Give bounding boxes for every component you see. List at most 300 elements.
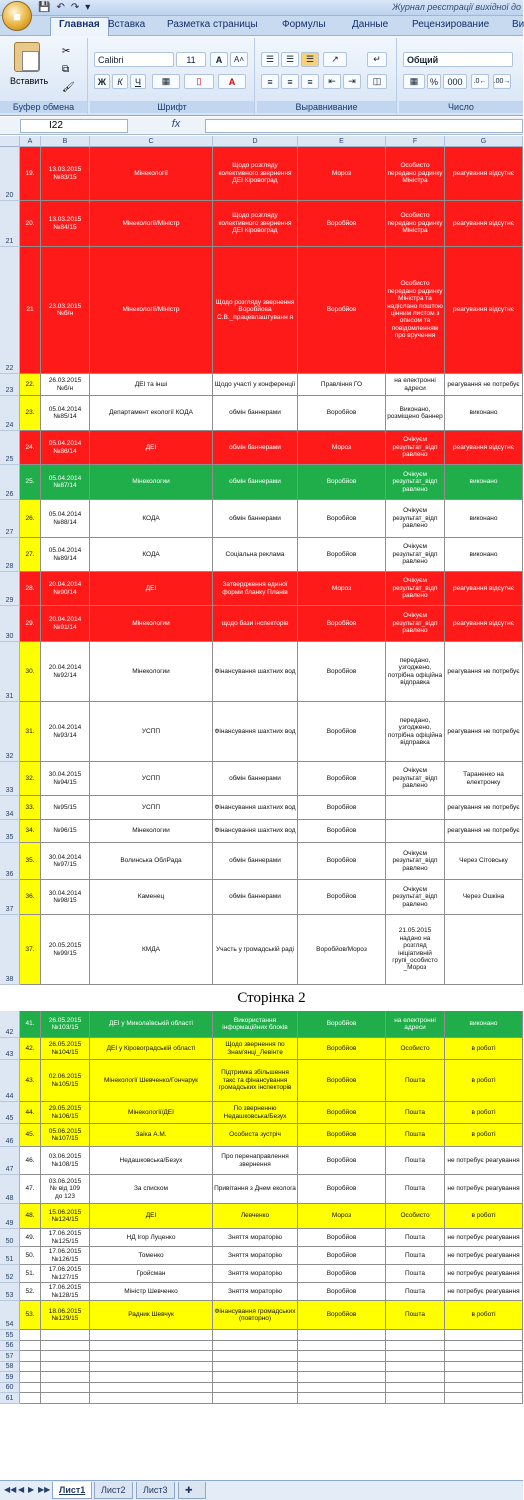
cell-c[interactable]: Томенко bbox=[90, 1247, 213, 1265]
align-top-button[interactable]: ☰ bbox=[261, 52, 279, 67]
column-header-f[interactable]: F bbox=[386, 136, 445, 147]
cell-b[interactable]: 26.05.2015 №104/15 bbox=[41, 1038, 90, 1060]
row-header[interactable]: 21 bbox=[0, 201, 20, 247]
cell-e[interactable]: Воробйов bbox=[298, 1147, 386, 1175]
cell-g[interactable]: реагування не потребує bbox=[445, 796, 523, 820]
cell-e[interactable]: Воробйов bbox=[298, 538, 386, 572]
grow-font-button[interactable]: A bbox=[210, 52, 228, 67]
cell-f[interactable]: Особисто bbox=[386, 1038, 445, 1060]
column-header-a[interactable]: A bbox=[20, 136, 41, 147]
cell-e[interactable]: Воробйов bbox=[298, 843, 386, 880]
cell-d[interactable]: Затвердження единої форми бланку Планів bbox=[213, 572, 298, 606]
empty-cell[interactable] bbox=[213, 1351, 298, 1362]
row-header[interactable]: 44 bbox=[0, 1060, 20, 1102]
cell-g[interactable]: реагування відсутнє bbox=[445, 431, 523, 465]
cell-c[interactable]: Мінекології/ДЕІ bbox=[90, 1102, 213, 1124]
cell-g[interactable]: виконано bbox=[445, 396, 523, 431]
empty-cell[interactable] bbox=[445, 1362, 523, 1373]
row-header[interactable]: 28 bbox=[0, 538, 20, 572]
customize-qat-icon[interactable]: ▾ bbox=[85, 2, 91, 13]
cell-d[interactable]: Соціальна реклама bbox=[213, 538, 298, 572]
cell-f[interactable]: Пошта bbox=[386, 1102, 445, 1124]
tab-data[interactable]: Данные bbox=[352, 19, 389, 30]
empty-cell[interactable] bbox=[445, 1330, 523, 1341]
empty-cell[interactable] bbox=[90, 1383, 213, 1394]
cell-g[interactable]: реагування не потребує bbox=[445, 642, 523, 702]
cell-f[interactable]: Пошта bbox=[386, 1301, 445, 1330]
formula-input[interactable] bbox=[205, 119, 523, 133]
cell-f[interactable]: передано, узгоджено, потрібна офіційна відправка bbox=[386, 702, 445, 762]
tab-formulas[interactable]: Формулы bbox=[282, 19, 326, 30]
cell-b[interactable]: 05.06.2015 №107/15 bbox=[41, 1124, 90, 1147]
office-button[interactable]: ■ bbox=[2, 1, 32, 31]
cell-f[interactable] bbox=[386, 796, 445, 820]
decrease-decimal-button[interactable]: .00→ bbox=[493, 74, 511, 89]
row-header[interactable]: 42 bbox=[0, 1011, 20, 1038]
cell-d[interactable]: Щодо участі у конференції bbox=[213, 374, 298, 396]
row-header[interactable]: 51 bbox=[0, 1247, 20, 1265]
cell-c[interactable]: Мінекологии bbox=[90, 465, 213, 500]
insert-function-button[interactable]: fx bbox=[171, 118, 181, 130]
empty-cell[interactable] bbox=[41, 1341, 90, 1352]
cell-f[interactable]: Очікуєм результат_відп равлено bbox=[386, 762, 445, 796]
cell-b[interactable]: 03.06.2015 № від 109 до 123 bbox=[41, 1175, 90, 1204]
cell-b[interactable]: 20.04.2014 №91/14 bbox=[41, 606, 90, 642]
cell-g[interactable]: в роботі bbox=[445, 1204, 523, 1229]
row-header[interactable]: 30 bbox=[0, 606, 20, 642]
cell-g[interactable]: в роботі bbox=[445, 1038, 523, 1060]
italic-button[interactable]: К bbox=[112, 74, 128, 89]
column-header-e[interactable]: E bbox=[298, 136, 386, 147]
number-format-select[interactable]: Общий bbox=[403, 52, 513, 67]
cell-c[interactable]: Заїка А.М. bbox=[90, 1124, 213, 1147]
cell-g[interactable]: реагування відсутнє bbox=[445, 572, 523, 606]
name-box[interactable]: I22 bbox=[20, 119, 128, 133]
cell-f[interactable]: Особисто передано радинку Міністра bbox=[386, 201, 445, 247]
cell-d[interactable]: Зняття мораторію bbox=[213, 1247, 298, 1265]
cell-b[interactable]: 20.04.2014 №90/14 bbox=[41, 572, 90, 606]
cell-a[interactable]: 22. bbox=[20, 374, 41, 396]
row-header[interactable]: 50 bbox=[0, 1229, 20, 1247]
cell-a[interactable]: 30. bbox=[20, 642, 41, 702]
cell-a[interactable]: 48. bbox=[20, 1204, 41, 1229]
cell-e[interactable]: Воробйов bbox=[298, 1060, 386, 1102]
cell-b[interactable]: 18.06.2015 №129/15 bbox=[41, 1301, 90, 1330]
cell-a[interactable]: 25. bbox=[20, 465, 41, 500]
cell-f[interactable]: Очікуєм результат_відп равлено bbox=[386, 431, 445, 465]
cell-b[interactable]: 30.04.2015 №94/15 bbox=[41, 762, 90, 796]
row-header[interactable]: 31 bbox=[0, 642, 20, 702]
empty-cell[interactable] bbox=[298, 1393, 386, 1404]
cell-a[interactable]: 45. bbox=[20, 1124, 41, 1147]
wrap-text-button[interactable]: ↵ bbox=[367, 52, 387, 67]
row-header[interactable]: 58 bbox=[0, 1362, 20, 1373]
cell-c[interactable]: Мінекології Шевченко/Гончарук bbox=[90, 1060, 213, 1102]
cell-g[interactable]: виконано bbox=[445, 500, 523, 538]
align-bottom-button[interactable]: ☰ bbox=[301, 52, 319, 67]
cell-d[interactable]: Фінансування шахтних вод bbox=[213, 820, 298, 843]
empty-cell[interactable] bbox=[20, 1393, 41, 1404]
empty-cell[interactable] bbox=[90, 1351, 213, 1362]
cell-d[interactable]: Щодо розгляду колективного звернення ДЕІ Кіровоград bbox=[213, 201, 298, 247]
cell-e[interactable]: Воробйов bbox=[298, 247, 386, 374]
cell-a[interactable]: 26. bbox=[20, 500, 41, 538]
cell-g[interactable]: не потребує реагування bbox=[445, 1283, 523, 1301]
cell-b[interactable]: 26.05.2015 №103/15 bbox=[41, 1011, 90, 1038]
cell-b[interactable]: 05.04.2014 №87/14 bbox=[41, 465, 90, 500]
empty-cell[interactable] bbox=[298, 1330, 386, 1341]
empty-cell[interactable] bbox=[445, 1351, 523, 1362]
empty-cell[interactable] bbox=[213, 1330, 298, 1341]
cell-f[interactable]: Очікуєм результат_відп равлено bbox=[386, 500, 445, 538]
cell-a[interactable]: 21 bbox=[20, 247, 41, 374]
column-header-c[interactable]: C bbox=[90, 136, 213, 147]
cell-g[interactable]: не потребує реагування bbox=[445, 1247, 523, 1265]
cell-e[interactable]: Воробйов/Мороз bbox=[298, 915, 386, 985]
row-header[interactable]: 48 bbox=[0, 1175, 20, 1204]
cell-a[interactable]: 53. bbox=[20, 1301, 41, 1330]
orientation-button[interactable]: ↗ bbox=[323, 52, 347, 67]
cell-a[interactable]: 41. bbox=[20, 1011, 41, 1038]
row-header[interactable]: 61 bbox=[0, 1393, 20, 1404]
underline-button[interactable]: Ч bbox=[130, 74, 146, 89]
cell-c[interactable]: ДЕІ у Кіровоградській області bbox=[90, 1038, 213, 1060]
cell-g[interactable]: реагування не потребує bbox=[445, 374, 523, 396]
empty-cell[interactable] bbox=[90, 1341, 213, 1352]
cell-f[interactable] bbox=[386, 820, 445, 843]
cell-c[interactable]: Радник Шевчук bbox=[90, 1301, 213, 1330]
save-icon[interactable]: 💾 bbox=[38, 2, 51, 13]
cell-b[interactable]: 15.06.2015 №124/15 bbox=[41, 1204, 90, 1229]
cell-e[interactable]: Воробйов bbox=[298, 500, 386, 538]
cell-d[interactable]: Зняття мораторію bbox=[213, 1283, 298, 1301]
cell-b[interactable]: 17.06.2015 №128/15 bbox=[41, 1283, 90, 1301]
cell-c[interactable]: КМДА bbox=[90, 915, 213, 985]
empty-cell[interactable] bbox=[386, 1383, 445, 1394]
decrease-indent-button[interactable]: ⇤ bbox=[323, 74, 341, 89]
empty-cell[interactable] bbox=[298, 1372, 386, 1383]
cell-f[interactable]: Очікуєм результат_відп равлено bbox=[386, 606, 445, 642]
cell-b[interactable]: 13.03.2015 №83/15 bbox=[41, 147, 90, 201]
cell-c[interactable]: ДЕІ та інші bbox=[90, 374, 213, 396]
cell-c[interactable]: ДЕІ у Миколаївській області bbox=[90, 1011, 213, 1038]
cell-e[interactable]: Воробйов bbox=[298, 820, 386, 843]
cell-a[interactable]: 19. bbox=[20, 147, 41, 201]
cell-b[interactable]: 29.05.2015 №106/15 bbox=[41, 1102, 90, 1124]
cell-e[interactable]: Воробйов bbox=[298, 762, 386, 796]
redo-icon[interactable]: ↷ bbox=[70, 2, 80, 13]
cell-g[interactable]: в роботі bbox=[445, 1301, 523, 1330]
cell-f[interactable]: Очікуєм результат_відп равлено bbox=[386, 843, 445, 880]
copy-icon[interactable]: ⧉ bbox=[62, 64, 70, 75]
cell-g[interactable]: реагування не потребує bbox=[445, 820, 523, 843]
cell-g[interactable]: не потребує реагування bbox=[445, 1265, 523, 1283]
cell-d[interactable]: По зверненню Недашковська/Безух bbox=[213, 1102, 298, 1124]
empty-cell[interactable] bbox=[298, 1362, 386, 1373]
row-header[interactable]: 49 bbox=[0, 1204, 20, 1229]
empty-cell[interactable] bbox=[213, 1372, 298, 1383]
sheet-tab-1[interactable]: Лист1 bbox=[52, 1482, 92, 1499]
align-middle-button[interactable]: ☰ bbox=[281, 52, 299, 67]
cell-a[interactable]: 28. bbox=[20, 572, 41, 606]
row-header[interactable]: 26 bbox=[0, 465, 20, 500]
empty-cell[interactable] bbox=[90, 1362, 213, 1373]
cell-f[interactable]: Особисто передано радинку Міністра bbox=[386, 147, 445, 201]
cell-e[interactable]: Воробйов bbox=[298, 702, 386, 762]
cell-a[interactable]: 42. bbox=[20, 1038, 41, 1060]
cell-b[interactable]: №96/15 bbox=[41, 820, 90, 843]
select-all-corner[interactable] bbox=[0, 136, 20, 147]
align-center-button[interactable]: ≡ bbox=[281, 74, 299, 89]
cell-f[interactable]: Очікуєм результат_відп равлено bbox=[386, 538, 445, 572]
cell-a[interactable]: 33. bbox=[20, 796, 41, 820]
last-sheet-icon[interactable]: ▶▶ bbox=[38, 1485, 51, 1494]
cell-e[interactable]: Мороз bbox=[298, 147, 386, 201]
cell-c[interactable]: Волинська ОблРада bbox=[90, 843, 213, 880]
cell-f[interactable]: на електронні адреси bbox=[386, 374, 445, 396]
tab-insert[interactable]: Вставка bbox=[108, 19, 146, 30]
cell-f[interactable]: Пошта bbox=[386, 1175, 445, 1204]
cell-g[interactable]: не потребує реагування bbox=[445, 1229, 523, 1247]
cell-d[interactable]: Використання інформаційних блоків bbox=[213, 1011, 298, 1038]
cell-f[interactable]: Очікуєм результат_відп равлено bbox=[386, 880, 445, 915]
cell-b[interactable]: 05.04.2014 №86/14 bbox=[41, 431, 90, 465]
cell-f[interactable]: передано, узгоджено, потрібна офіційна відправка bbox=[386, 642, 445, 702]
cell-f[interactable]: 21.05.2015 надано на розгляд ініціативній групі_особисто _Мороз bbox=[386, 915, 445, 985]
cut-icon[interactable]: ✂ bbox=[62, 46, 71, 57]
row-header[interactable]: 36 bbox=[0, 843, 20, 880]
row-header[interactable]: 34 bbox=[0, 796, 20, 820]
cell-g[interactable] bbox=[445, 915, 523, 985]
font-color-button[interactable]: A bbox=[218, 74, 246, 89]
row-header[interactable]: 57 bbox=[0, 1351, 20, 1362]
cell-f[interactable]: Особисто передано радинку Міністра та надіслано поштою цінним листом з описом та повідомленням про вручення bbox=[386, 247, 445, 374]
row-header[interactable]: 27 bbox=[0, 500, 20, 538]
cell-f[interactable]: Очікуєм результат_відп равлено bbox=[386, 572, 445, 606]
row-header[interactable]: 56 bbox=[0, 1341, 20, 1352]
empty-cell[interactable] bbox=[445, 1393, 523, 1404]
cell-a[interactable]: 49. bbox=[20, 1229, 41, 1247]
empty-cell[interactable] bbox=[20, 1351, 41, 1362]
cell-g[interactable]: Через Сітовську bbox=[445, 843, 523, 880]
cell-b[interactable]: 20.04.2014 №93/14 bbox=[41, 702, 90, 762]
empty-cell[interactable] bbox=[213, 1341, 298, 1352]
cell-c[interactable]: Міністр Шевченко bbox=[90, 1283, 213, 1301]
row-header[interactable]: 52 bbox=[0, 1265, 20, 1283]
cell-c[interactable]: Мінекологии bbox=[90, 642, 213, 702]
cell-b[interactable]: 30.04.2014 №98/15 bbox=[41, 880, 90, 915]
thousands-separator-button[interactable]: 000 bbox=[443, 74, 467, 89]
cell-e[interactable]: Воробйов bbox=[298, 1011, 386, 1038]
empty-cell[interactable] bbox=[298, 1351, 386, 1362]
cell-c[interactable]: Мінекологии bbox=[90, 606, 213, 642]
row-header[interactable]: 37 bbox=[0, 880, 20, 915]
cell-b[interactable]: 26.03.2015 №б/н bbox=[41, 374, 90, 396]
cell-b[interactable]: 17.06.2015 №127/15 bbox=[41, 1265, 90, 1283]
cell-e[interactable]: Воробйов bbox=[298, 1247, 386, 1265]
cell-a[interactable]: 52. bbox=[20, 1283, 41, 1301]
cell-d[interactable]: Зняття мораторію bbox=[213, 1265, 298, 1283]
empty-cell[interactable] bbox=[90, 1330, 213, 1341]
cell-g[interactable]: реагування відсутнє bbox=[445, 606, 523, 642]
sheet-tab-2[interactable]: Лист2 bbox=[94, 1482, 133, 1499]
cell-e[interactable]: Воробйов bbox=[298, 1175, 386, 1204]
cell-e[interactable]: Мороз bbox=[298, 431, 386, 465]
paste-icon[interactable] bbox=[14, 42, 40, 72]
empty-cell[interactable] bbox=[213, 1362, 298, 1373]
cell-e[interactable]: Воробйов bbox=[298, 1229, 386, 1247]
cell-c[interactable]: ДЕІ bbox=[90, 572, 213, 606]
row-header[interactable]: 20 bbox=[0, 147, 20, 201]
cell-d[interactable]: Фінансування шахтних вод bbox=[213, 642, 298, 702]
cell-b[interactable]: 05.04.2014 №89/14 bbox=[41, 538, 90, 572]
cell-a[interactable]: 46. bbox=[20, 1147, 41, 1175]
cell-d[interactable]: Привітання з Днем еколога bbox=[213, 1175, 298, 1204]
cell-f[interactable]: Пошта bbox=[386, 1283, 445, 1301]
cell-d[interactable]: Фінансування шахтних вод bbox=[213, 702, 298, 762]
row-header[interactable]: 29 bbox=[0, 572, 20, 606]
cell-d[interactable]: обмін баннерами bbox=[213, 762, 298, 796]
align-left-button[interactable]: ≡ bbox=[261, 74, 279, 89]
cell-e[interactable]: Воробйов bbox=[298, 796, 386, 820]
cell-f[interactable]: Виконано, розміщено баннер bbox=[386, 396, 445, 431]
empty-cell[interactable] bbox=[213, 1383, 298, 1394]
font-size-select[interactable]: 11 bbox=[176, 52, 206, 67]
row-header[interactable]: 60 bbox=[0, 1383, 20, 1394]
tab-home[interactable]: Главная bbox=[50, 17, 109, 36]
cell-c[interactable]: Мінекології/Міністр bbox=[90, 201, 213, 247]
cell-e[interactable]: Воробйов bbox=[298, 465, 386, 500]
row-header[interactable]: 46 bbox=[0, 1124, 20, 1147]
cell-b[interactable]: 17.06.2015 №126/15 bbox=[41, 1247, 90, 1265]
cell-a[interactable]: 47. bbox=[20, 1175, 41, 1204]
row-header[interactable]: 47 bbox=[0, 1147, 20, 1175]
empty-cell[interactable] bbox=[41, 1362, 90, 1373]
cell-c[interactable]: Каменец bbox=[90, 880, 213, 915]
cell-a[interactable]: 29. bbox=[20, 606, 41, 642]
cell-f[interactable]: Очікуєм результат_відп равлено bbox=[386, 465, 445, 500]
empty-cell[interactable] bbox=[41, 1393, 90, 1404]
empty-cell[interactable] bbox=[386, 1341, 445, 1352]
fill-color-button[interactable]: ▯ bbox=[184, 74, 214, 89]
cell-c[interactable]: Мінекології bbox=[90, 147, 213, 201]
row-header[interactable]: 24 bbox=[0, 396, 20, 431]
row-header[interactable]: 55 bbox=[0, 1330, 20, 1341]
cell-f[interactable]: Пошта bbox=[386, 1265, 445, 1283]
row-header[interactable]: 38 bbox=[0, 915, 20, 985]
cell-d[interactable]: Зняття мораторію bbox=[213, 1229, 298, 1247]
cell-a[interactable]: 32. bbox=[20, 762, 41, 796]
cell-d[interactable]: Левченко bbox=[213, 1204, 298, 1229]
row-header[interactable]: 43 bbox=[0, 1038, 20, 1060]
cell-d[interactable]: обмін баннерами bbox=[213, 396, 298, 431]
cell-g[interactable]: реагування відсутнє bbox=[445, 147, 523, 201]
cell-a[interactable]: 50. bbox=[20, 1247, 41, 1265]
cell-b[interactable]: 13.03.2015 №84/15 bbox=[41, 201, 90, 247]
row-header[interactable]: 23 bbox=[0, 374, 20, 396]
cell-g[interactable]: Тараненко на електронку bbox=[445, 762, 523, 796]
column-header-d[interactable]: D bbox=[213, 136, 298, 147]
cell-g[interactable]: не потребує реагування bbox=[445, 1175, 523, 1204]
cell-c[interactable]: КОДА bbox=[90, 538, 213, 572]
row-header[interactable]: 22 bbox=[0, 247, 20, 374]
cell-g[interactable]: не потребує реагування bbox=[445, 1147, 523, 1175]
row-header[interactable]: 53 bbox=[0, 1283, 20, 1301]
cell-c[interactable]: Департамент екології КОДА bbox=[90, 396, 213, 431]
cell-d[interactable]: Фінансування шахтних вод bbox=[213, 796, 298, 820]
cell-c[interactable]: Мінекології/Міністр bbox=[90, 247, 213, 374]
row-header[interactable]: 54 bbox=[0, 1301, 20, 1330]
cell-d[interactable]: Підтримка збільшення такс та фінансування громадських інспекторів bbox=[213, 1060, 298, 1102]
empty-cell[interactable] bbox=[41, 1351, 90, 1362]
row-header[interactable]: 25 bbox=[0, 431, 20, 465]
empty-cell[interactable] bbox=[386, 1351, 445, 1362]
cell-e[interactable]: Воробйов bbox=[298, 1038, 386, 1060]
empty-cell[interactable] bbox=[386, 1393, 445, 1404]
cell-d[interactable]: обмін баннерами bbox=[213, 465, 298, 500]
cell-g[interactable]: в роботі bbox=[445, 1124, 523, 1147]
row-header[interactable]: 33 bbox=[0, 762, 20, 796]
shrink-font-button[interactable]: A˄ bbox=[230, 52, 248, 67]
percent-button[interactable]: % bbox=[427, 74, 441, 89]
empty-cell[interactable] bbox=[20, 1372, 41, 1383]
empty-cell[interactable] bbox=[20, 1330, 41, 1341]
cell-b[interactable]: 20.04.2014 №92/14 bbox=[41, 642, 90, 702]
tab-view[interactable]: Ви bbox=[512, 19, 524, 30]
column-header-g[interactable]: G bbox=[445, 136, 523, 147]
cell-f[interactable]: Пошта bbox=[386, 1147, 445, 1175]
cell-g[interactable]: реагування відсутнє bbox=[445, 201, 523, 247]
cell-e[interactable]: Воробйов bbox=[298, 1124, 386, 1147]
increase-decimal-button[interactable]: .0← bbox=[471, 74, 489, 89]
cell-a[interactable]: 43. bbox=[20, 1060, 41, 1102]
cell-g[interactable]: виконано bbox=[445, 465, 523, 500]
cell-a[interactable]: 24. bbox=[20, 431, 41, 465]
cell-b[interactable]: 23.03.2015 №б/н bbox=[41, 247, 90, 374]
cell-c[interactable]: ДЕІ bbox=[90, 431, 213, 465]
cell-g[interactable]: в роботі bbox=[445, 1102, 523, 1124]
cell-g[interactable]: виконано bbox=[445, 1011, 523, 1038]
empty-cell[interactable] bbox=[386, 1372, 445, 1383]
cell-e[interactable]: Мороз bbox=[298, 572, 386, 606]
merge-center-button[interactable]: ◫ bbox=[367, 74, 387, 89]
cell-c[interactable]: За списком bbox=[90, 1175, 213, 1204]
cell-d[interactable]: обмін баннерами bbox=[213, 431, 298, 465]
cell-c[interactable]: ДЕІ bbox=[90, 1204, 213, 1229]
cell-g[interactable]: реагування відсутнє bbox=[445, 247, 523, 374]
cell-b[interactable]: 02.06.2015 №105/15 bbox=[41, 1060, 90, 1102]
currency-format-button[interactable]: ▦ bbox=[403, 74, 425, 89]
cell-e[interactable]: Воробйов bbox=[298, 642, 386, 702]
empty-cell[interactable] bbox=[90, 1393, 213, 1404]
cell-a[interactable]: 27. bbox=[20, 538, 41, 572]
cell-a[interactable]: 37. bbox=[20, 915, 41, 985]
cell-b[interactable]: 03.06.2015 №108/15 bbox=[41, 1147, 90, 1175]
cell-f[interactable]: Пошта bbox=[386, 1124, 445, 1147]
cell-c[interactable]: КОДА bbox=[90, 500, 213, 538]
cell-c[interactable]: Недашковська/Безух bbox=[90, 1147, 213, 1175]
cell-d[interactable]: Фінансування громадських (повторно) bbox=[213, 1301, 298, 1330]
cell-f[interactable]: Пошта bbox=[386, 1060, 445, 1102]
cell-b[interactable]: 30.04.2014 №97/15 bbox=[41, 843, 90, 880]
cell-c[interactable]: НД Ігор Луценко bbox=[90, 1229, 213, 1247]
cell-e[interactable]: Воробйов bbox=[298, 880, 386, 915]
tab-review[interactable]: Рецензирование bbox=[412, 19, 490, 30]
empty-cell[interactable] bbox=[445, 1383, 523, 1394]
cell-d[interactable]: обмін баннерами bbox=[213, 880, 298, 915]
cell-g[interactable]: Через Ошкіна bbox=[445, 880, 523, 915]
row-header[interactable]: 35 bbox=[0, 820, 20, 843]
